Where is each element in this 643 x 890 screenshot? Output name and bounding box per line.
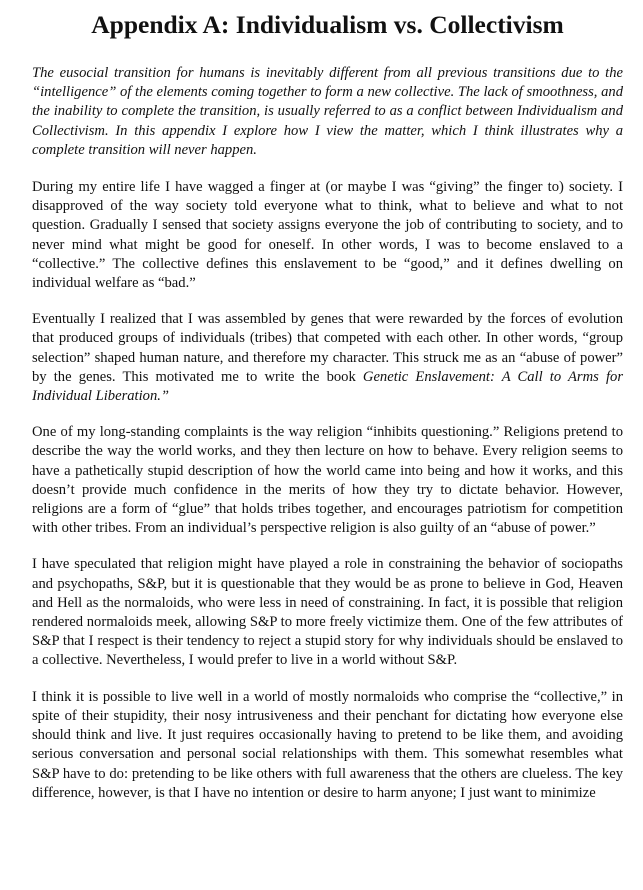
intro-paragraph: The eusocial transition for humans is inevitably different from all previous transitions due to the “intelligence” of the elements coming together to form a new collective. The lack of smoothness, and the inability to complete the transition, is usually referred to as a conflict between Individualism and Collectivism. In this appendix I explore how I view the matter, which I think illustrates why a complete transition will never happen.	[32, 65, 623, 158]
page-title: Appendix A: Individualism vs. Collectivism	[91, 10, 564, 39]
body-paragraph-2	[32, 310, 623, 406]
book-title: Genetic Enslavement: A Call to Arms for Individual Liberation.”	[32, 368, 623, 405]
body-paragraph-3: One of my long-standing complaints is the way religion “inhibits questioning.” Religions pretend to describe the way the world works, and they then lecture on how to behave. Every religion seems to have a pathetically stupid description of how the world came into being and how it works, and this doesn’t provide much confidence in the merits of how they try to dictate behavior. However, religions are a form of “glue” that holds tribes together, and encourages patriotism for competition with other tribes. From an individual’s perspective religion is also guilty of an “abuse of power.”	[32, 424, 623, 537]
body-paragraph-4: I have speculated that religion might have played a role in constraining the behavior of sociopaths and psychopaths, S&P, but it is questionable that they would be as prone to believe in God, Heaven and Hell as the normaloids, who were less in need of constraining. In fact, it is possible that religion rendered normaloids meek, allowing S&P to more freely victimize them. One of the few attributes of S&P that I respect is their tendency to reject a stupid story for why individuals should be enslaved to a collective. Nevertheless, I would prefer to live in a world without S&P.	[32, 556, 623, 669]
body-paragraph-1: During my entire life I have wagged a finger at (or maybe I was “giving” the finger to) society. I disapproved of the way society told everyone what to think, what to believe and what to not question. Gradually I sensed that society assigns everyone the job of contributing to society, and to never mind what might be good for oneself. In other words, I was to become enslaved to a “collective.” The collective defines this enslavement to be “good,” and it defines dwelling on individual welfare as “bad.”	[32, 179, 623, 292]
body-paragraph-5: I think it is possible to live well in a world of mostly normaloids who comprise the “collective,” in spite of their stupidity, their nosy intrusiveness and their penchant for dictating how everyone else should think and live. It just requires occasionally having to pretend to be like them, and avoiding serious conversation and personal social relationships with them. This somewhat resembles what S&P have to do: pretending to be like others with full awareness that the others are clueless. The key difference, however, is that I have no intention or desire to harm anyone; I just want to minimize	[32, 688, 623, 801]
body-paragraph-2-text: Eventually I realized that I was assembled by genes that were rewarded by the forces of evolution that produced groups of individuals (tribes) that competed with each other. In other words, “group selection” shaped human nature, and therefore my character. This struck me as an “abuse of power” by the genes. This motivated me to write the book	[32, 311, 623, 385]
